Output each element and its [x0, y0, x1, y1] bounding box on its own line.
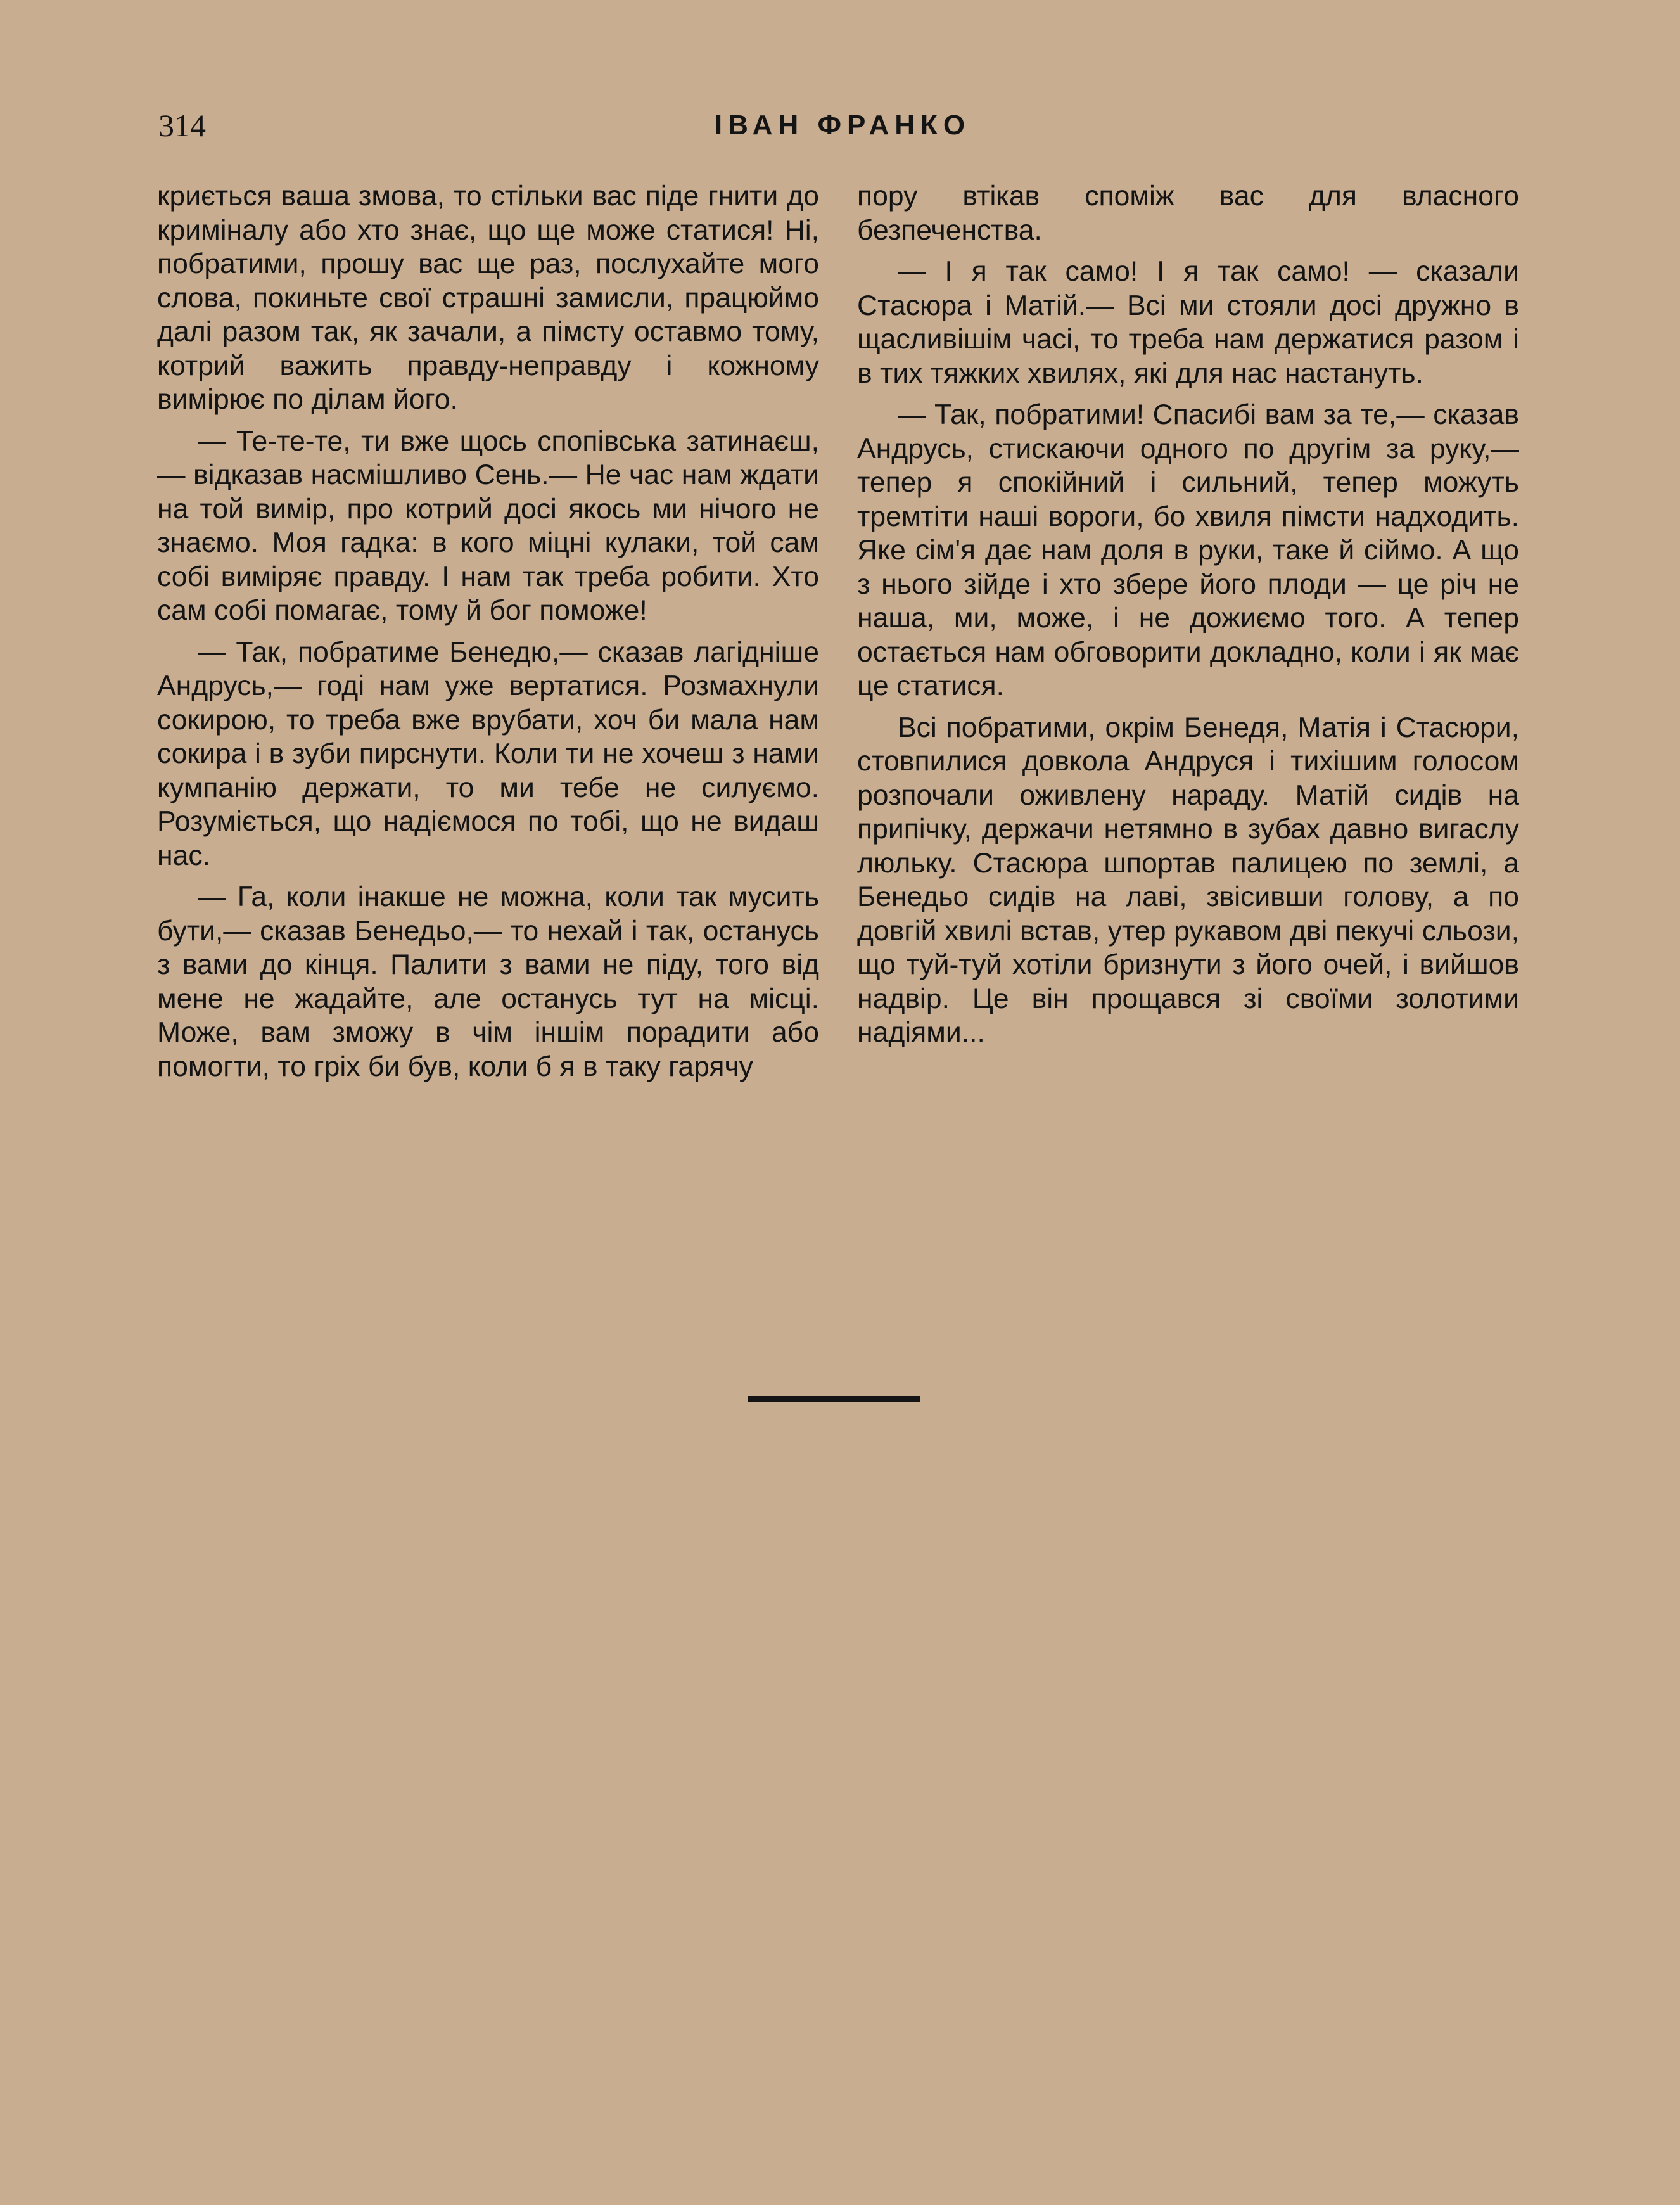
paragraph: криється ваша змова, то стільки вас піде гнити до криміналу або хто знає, що ще може статися! Ні, побратими, прошу вас ще раз, послухайте мого слова, покиньте свої страшні замисли, працюймо далі разом так, як зачали, а пімсту оставмо тому, котрий важить правду-неправду і кожному вимірює по ділам його. [157, 181, 819, 415]
paragraph: — Те-те-те, ти вже щось спопівська затинаєш,— відказав насмішливо Сень.— Не час нам ждати на той вимір, про котрий досі якось ми нічого не знаємо. Моя гадка: в кого міцні кулаки, той сам собі виміряє правду. І нам так треба робити. Хто сам собі помагає, тому й бог поможе! [157, 425, 819, 626]
text-column-left [157, 179, 819, 1091]
page-number: 314 [158, 108, 206, 143]
paragraph: — Так, побратими! Спасибі вам за те,— сказав Андрусь, стискаючи одного по другім за руку,— тепер я спокійний і сильний, тепер можуть тремтіти наші вороги, бо хвиля пімсти надходить. Яке сім'я дає нам доля в руки, таке й сіймо. А що з нього зійде і хто збере його плоди — це річ не наша, ми, може, і не дожиємо того. А тепер остається нам обговорити докладно, коли і як має це статися. [857, 399, 1519, 701]
paragraph: Всі побратими, окрім Бенедя, Матія і Стасюри, стовпилися довкола Андруся і тихішим голосом розпочали оживлену нараду. Матій сидів на припічку, держачи нетямно в зубах давно вигаслу люльку. Стасюра шпортав палицею по землі, а Бенедьо сидів на лаві, звісивши голову, а по довгій хвилі встав, утер рукавом дві пекучі сльози, що туй-туй хотіли бризнути з його очей, і вийшов надвір. Це він прощався зі своїми золотими надіями... [857, 712, 1519, 1048]
running-title: ІВАН ФРАНКО [714, 110, 971, 141]
end-rule [748, 1396, 920, 1402]
text-column-right [857, 179, 1519, 1058]
paragraph: — І я так само! І я так само! — сказали Стасюра і Матій.— Всі ми стояли досі дружно в щасливішім часі, то треба нам держатися разом і в тих тяжких хвилях, які для нас настануть. [857, 256, 1519, 389]
paragraph: пору втікав споміж вас для власного безпеченства. [857, 181, 1519, 246]
paragraph: — Так, побратиме Бенедю,— сказав лагідніше Андрусь,— годі нам уже вертатися. Розмахнули сокирою, то треба вже врубати, хоч би мала нам сокира і в зуби пирснути. Коли ти не хочеш з нами кумпанію держати, то ми тебе не силуємо. Розуміється, що надіємося по тобі, що не видаш нас. [157, 636, 819, 871]
paragraph: — Га, коли інакше не можна, коли так мусить бути,— сказав Бенедьо,— то нехай і так, останусь з вами до кінця. Палити з вами не піду, того від мене не жадайте, але останусь тут на місці. Може, вам зможу в чім іншім порадити або помогти, то гріх би був, коли б я в таку гарячу [157, 881, 819, 1082]
